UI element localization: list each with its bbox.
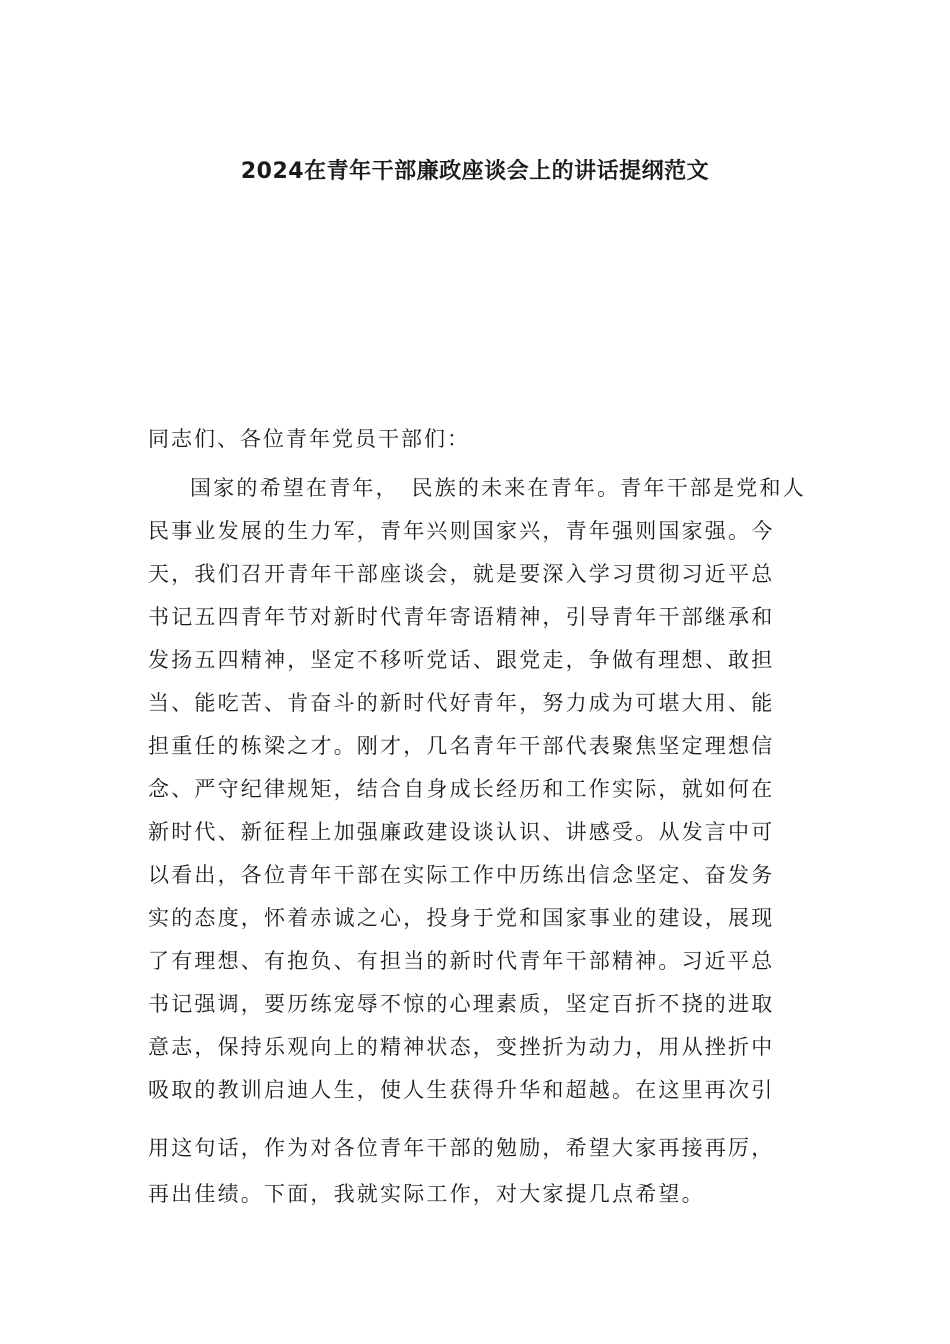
body-line: 实的态度，怀着赤诚之心，投身于党和国家事业的建设，展现 <box>148 906 775 930</box>
body-line: 念、严守纪律规矩，结合自身成长经历和工作实际，就如何在 <box>148 777 775 801</box>
body-line: 用这句话，作为对各位青年干部的勉励，希望大家再接再厉， <box>148 1136 775 1160</box>
body-line: 再出佳绩。下面，我就实际工作，对大家提几点希望。 <box>148 1182 705 1206</box>
salutation: 同志们、各位青年党员干部们： <box>148 427 470 451</box>
body-line: 新时代、新征程上加强廉政建设谈认识、讲感受。从发言中可 <box>148 820 775 844</box>
body-line: 天，我们召开青年干部座谈会，就是要深入学习贯彻习近平总 <box>148 562 775 586</box>
body-line: 当、能吃苦、肯奋斗的新时代好青年，努力成为可堪大用、能 <box>148 691 775 715</box>
body-line: 民事业发展的生力军，青年兴则国家兴，青年强则国家强。今 <box>148 519 775 543</box>
body-line: 了有理想、有抱负、有担当的新时代青年干部精神。习近平总 <box>148 949 775 973</box>
body-line: 以看出，各位青年干部在实际工作中历练出信念坚定、奋发务 <box>148 863 775 887</box>
document-title: 2024在青年干部廉政座谈会上的讲话提纲范文 <box>240 159 710 184</box>
body-line: 书记强调，要历练宠辱不惊的心理素质，坚定百折不挠的进取 <box>148 992 775 1016</box>
body-line: 国家的希望在青年， 民族的未来在青年。青年干部是党和人 <box>190 476 806 500</box>
body-line: 书记五四青年节对新时代青年寄语精神，引导青年干部继承和 <box>148 605 775 629</box>
body-line: 发扬五四精神，坚定不移听党话、跟党走，争做有理想、敢担 <box>148 648 775 672</box>
body-line: 意志，保持乐观向上的精神状态，变挫折为动力，用从挫折中 <box>148 1035 775 1059</box>
body-line: 吸取的教训启迪人生，使人生获得升华和超越。在这里再次引 <box>148 1078 775 1102</box>
body-line: 担重任的栋梁之才。刚才，几名青年干部代表聚焦坚定理想信 <box>148 734 775 758</box>
